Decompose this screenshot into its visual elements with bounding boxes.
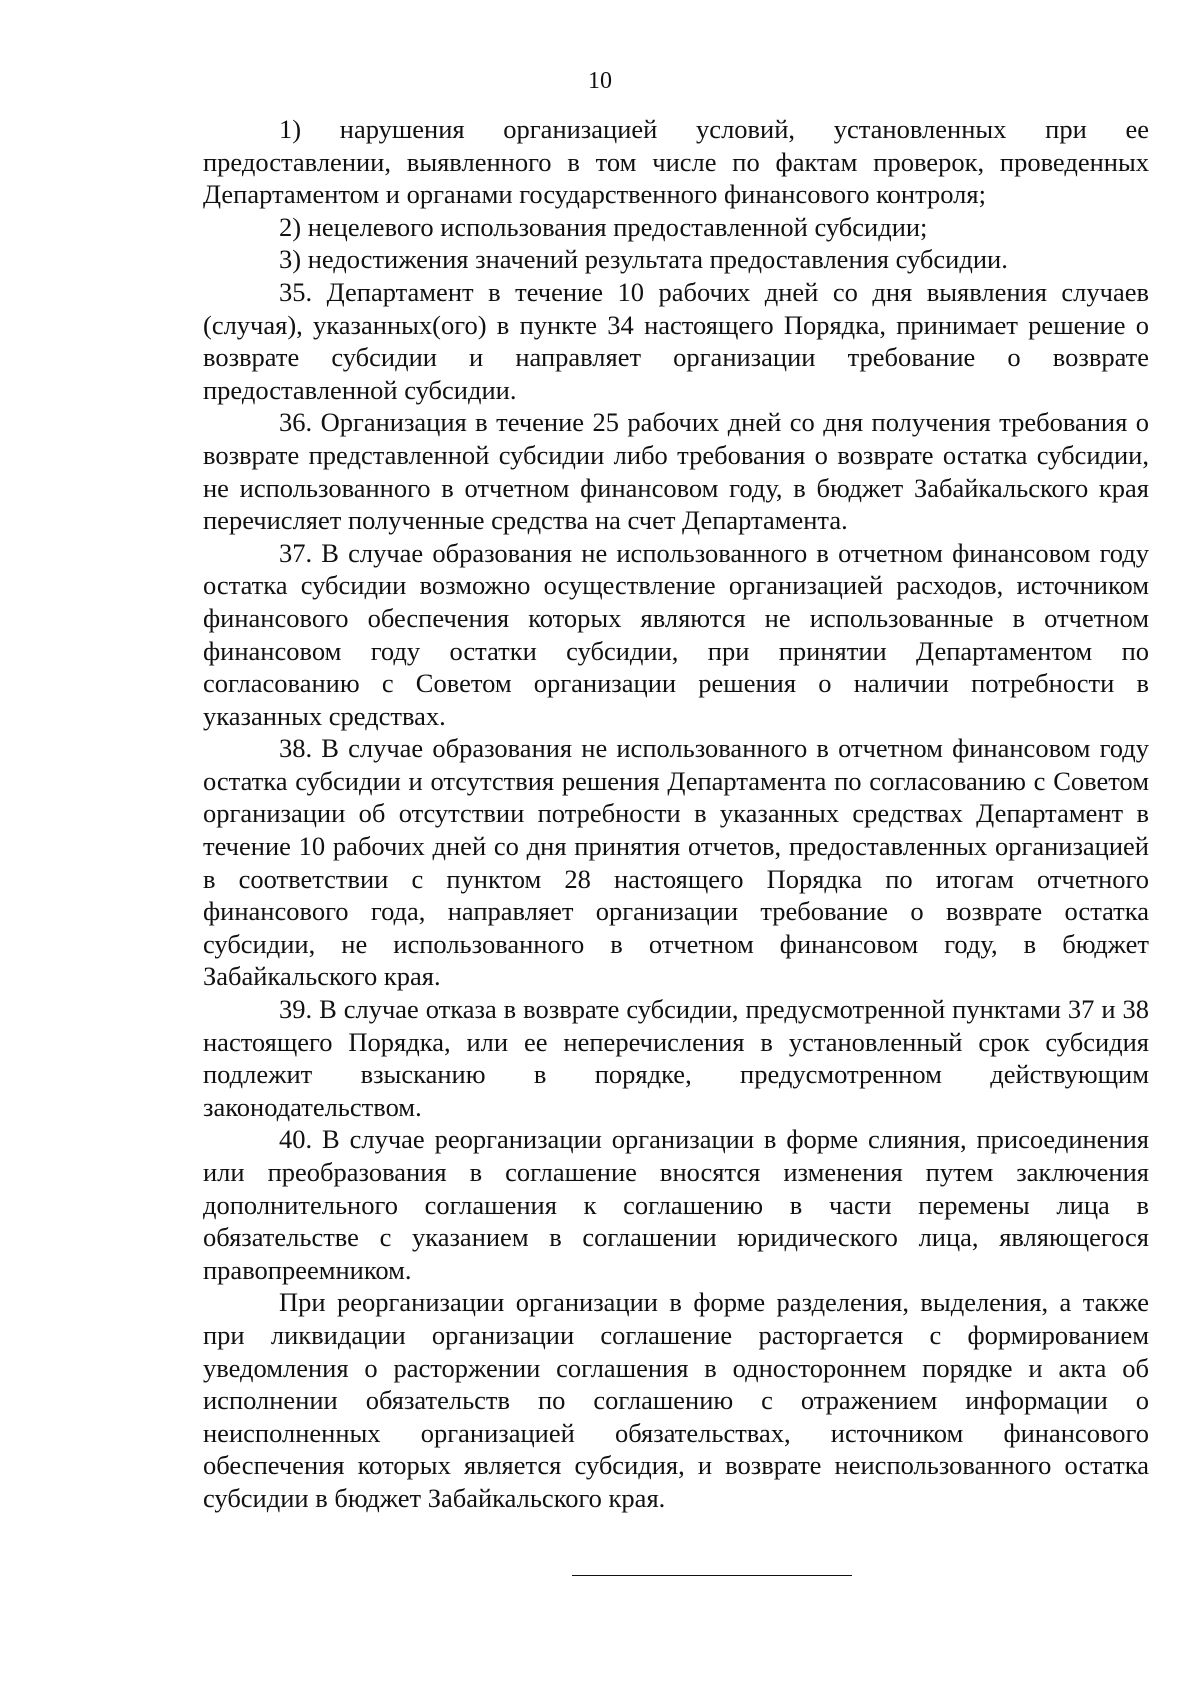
paragraph-37: 37. В случае образования не использованного в отчетном финансовом году остатка субсидии возможно осуществление организацией расходов, источником финансового обеспечения которых являются не использованные в отчетном финансовом году остатки субсидии, при принятии Департаментом по согласованию с Советом организации решения о наличии потребности в указанных средствах.	[203, 537, 1149, 731]
paragraph-38: 38. В случае образования не использованного в отчетном финансовом году остатка субсидии и отсутствия решения Департамента по согласованию с Советом организации об отсутствии потребности в указанных средствах Департамент в течение 10 рабочих дней со дня принятия отчетов, предоставленных организацией в соответствии с пунктом 28 настоящего Порядка по итогам отчетного финансового года, направляет организации требование о возврате остатка субсидии, не использованного в отчетном финансовом году, в бюджет Забайкальского края.	[203, 733, 1149, 992]
paragraph-36: 36. Организация в течение 25 рабочих дней со дня получения требования о возврате представленной субсидии либо требования о возврате остатка субсидии, не использованного в отчетном финансовом году, в бюджет Забайкальского края перечисляет полученные средства на счет Департамента.	[203, 407, 1149, 536]
paragraph-reorganization: При реорганизации организации в форме разделения, выделения, а также при ликвидации организации соглашение расторгается с формированием уведомления о расторжении соглашения в одностороннем порядке и акта об исполнении обязательств по соглашению с отражением информации о неисполненных организацией обязательствах, источником финансового обеспечения которых является субсидия, и возврате неиспользованного остатка субсидии в бюджет Забайкальского края.	[203, 1287, 1149, 1513]
paragraph-item-2: 2) нецелевого использования предоставленной субсидии;	[279, 211, 928, 242]
end-separator-line	[572, 1575, 852, 1576]
paragraph-35: 35. Департамент в течение 10 рабочих дней со дня выявления случаев (случая), указанных(ого) в пункте 34 настоящего Порядка, принимает решение о возврате субсидии и направляет организации требование о возврате предоставленной субсидии.	[203, 276, 1149, 405]
document-body	[203, 113, 1149, 1515]
paragraph-40: 40. В случае реорганизации организации в форме слияния, присоединения или преобразования в соглашение вносятся изменения путем заключения дополнительного соглашения к соглашению в части перемены лица в обязательстве с указанием в соглашении юридического лица, являющегося правопреемником.	[203, 1124, 1149, 1285]
page-number: 10	[588, 68, 612, 94]
paragraph-item-3: 3) недостижения значений результата предоставления субсидии.	[279, 244, 1008, 275]
paragraph-item-1: 1) нарушения организацией условий, установленных при ее предоставлении, выявленного в том числе по фактам проверок, проведенных Департаментом и органами государственного финансового контроля;	[203, 114, 1149, 210]
paragraph-39: 39. В случае отказа в возврате субсидии, предусмотренной пунктами 37 и 38 настоящего Порядка, или ее неперечисления в установленный срок субсидия подлежит взысканию в порядке, предусмотренном действующим законодательством.	[203, 994, 1149, 1122]
